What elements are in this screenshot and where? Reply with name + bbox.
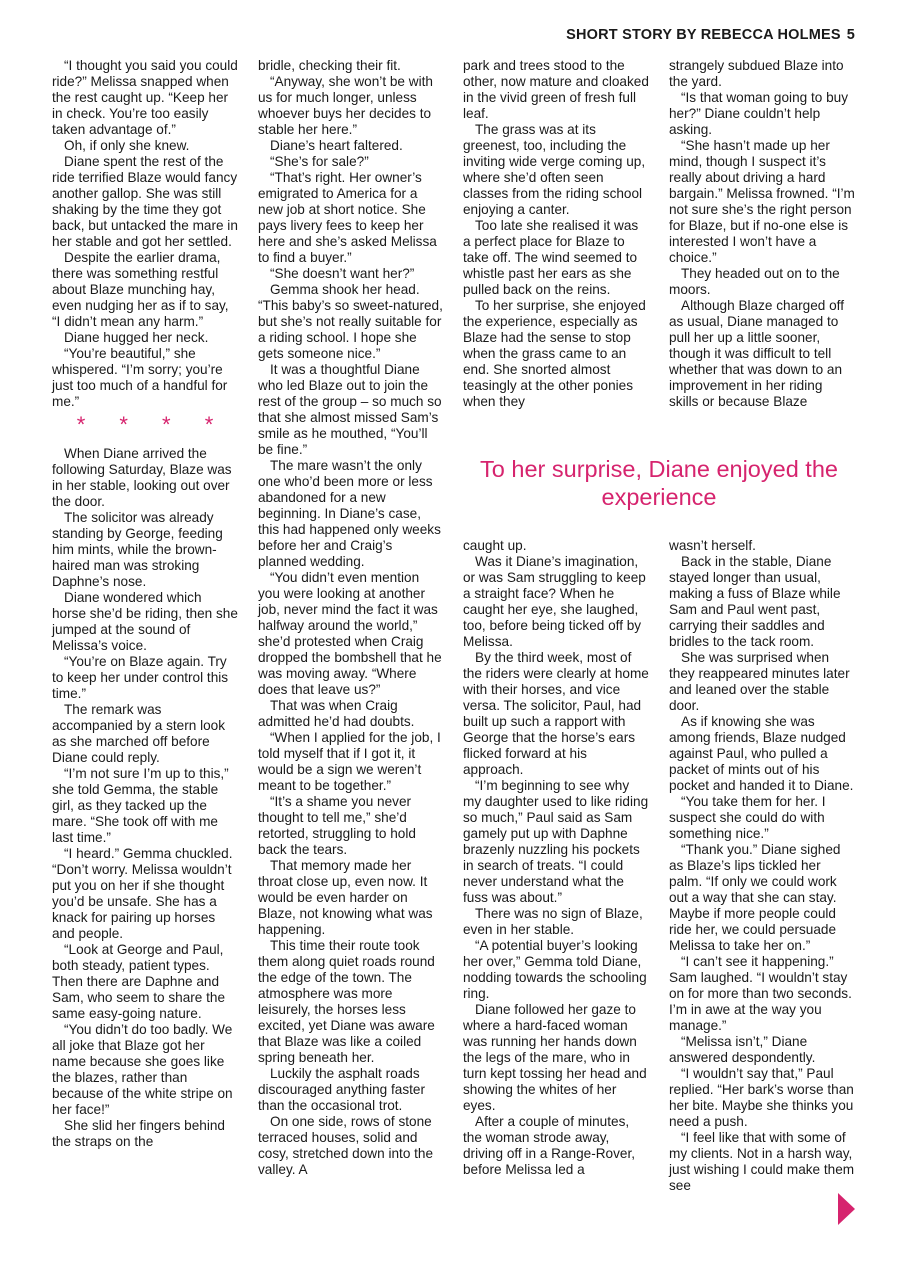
paragraph: The mare wasn’t the only one who’d been more or less abandoned for a new beginning. In Diane’s case, this had happened only weeks before her and Craig’s planned wedding. (258, 458, 441, 569)
paragraph: Back in the stable, Diane stayed longer than usual, making a fuss of Blaze while Sam and Paul went past, carrying their saddles and bridles to the tack room. (669, 554, 841, 649)
paragraph: Too late she realised it was a perfect place for Blaze to take off. The wind seemed to whistle past her ears as she pulled back on the reins. (463, 218, 639, 297)
paragraph: By the third week, most of the riders were clearly at home with their horses, and vice versa. The solicitor, Paul, had built up such a rapport with George that the horse’s ears flicked forward at his approach. (463, 650, 649, 777)
paragraph: “It’s a shame you never thought to tell me,” she’d retorted, struggling to hold back the tears. (258, 794, 416, 857)
paragraph: “I heard.” Gemma chuckled. “Don’t worry. Melissa wouldn’t put you on her if she thought you’d be unsafe. She has a knack for pairing up horses and people. (52, 846, 233, 941)
header-title: SHORT STORY BY REBECCA HOLMES (566, 27, 841, 43)
col1-part-b (52, 446, 238, 1150)
paragraph: Diane wondered which horse she’d be riding, then she jumped at the sound of Melissa’s voice. (52, 590, 238, 653)
page-number: 5 (846, 27, 855, 43)
paragraph: wasn’t herself. (669, 538, 756, 553)
paragraph: “You’re beautiful,” she whispered. “I’m sorry; you’re just too much of a handful for me.” (52, 346, 228, 409)
paragraph: She was surprised when they reappeared minutes later and leaned over the stable door. (669, 650, 850, 713)
paragraph: Although Blaze charged off as usual, Diane managed to pull her up a little sooner, though it was difficult to tell whether that was down to an improvement in her riding skills or because Blaze (669, 298, 844, 409)
paragraph: Despite the earlier drama, there was something restful about Blaze munching hay, even nudging her as if to say, “I didn’t mean any harm.” (52, 250, 229, 329)
column-3-bottom (463, 538, 649, 1178)
paragraph: Oh, if only she knew. (64, 138, 190, 153)
paragraph: “You didn’t do too badly. We all joke that Blaze got her name because she goes like the blazes, rather than because of the white stripe on her face!” (52, 1022, 233, 1117)
scene-separator: * * * * (76, 412, 228, 437)
paragraph: Diane spent the rest of the ride terrified Blaze would fancy another gallop. She was still shaking by the time they got back, but untacked the mare in her stable and got her settled. (52, 154, 238, 249)
column-4-bottom (669, 538, 855, 1194)
paragraph: That was when Craig admitted he’d had doubts. (258, 698, 415, 729)
paragraph: “She hasn’t made up her mind, though I suspect it’s really about driving a hard bargain.” Melissa frowned. “I’m not sure she’s the right person for Blaze, but if no-one else is interested I won’t have a choice.” (669, 138, 855, 265)
column-2 (258, 58, 444, 1178)
paragraph: bridle, checking their fit. (258, 58, 401, 73)
paragraph: “I wouldn’t say that,” Paul replied. “Her bark’s worse than her bite. Maybe she thinks you need a push. (669, 1066, 854, 1129)
paragraph: “You take them for her. I suspect she could do with something nice.” (669, 794, 826, 841)
paragraph: It was a thoughtful Diane who led Blaze out to join the rest of the group – so much so that she almost missed Sam’s smile as he mouthed, “You’ll be fine.” (258, 362, 442, 457)
paragraph: Luckily the asphalt roads discouraged anything faster than the occasional trot. (258, 1066, 426, 1113)
paragraph: “Is that woman going to buy her?” Diane couldn’t help asking. (669, 90, 848, 137)
paragraph: Diane’s heart faltered. (270, 138, 403, 153)
paragraph: To her surprise, she enjoyed the experience, especially as Blaze had the sense to stop when the grass came to an end. She snorted almost teasingly at the other ponies when they (463, 298, 646, 409)
column-4-top (669, 58, 855, 410)
page-header (566, 27, 855, 43)
paragraph: “Thank you.” Diane sighed as Blaze’s lips tickled her palm. “If only we could work out a way that she can stay. Maybe if more people could ride her, we could persuade Melissa to take her on.” (669, 842, 841, 953)
paragraph: “Melissa isn’t,” Diane answered despondently. (669, 1034, 816, 1065)
paragraph: “I’m beginning to see why my daughter used to like riding so much,” Paul said as Sam gamely put up with Daphne brazenly nuzzling his pockets in search of treats. “I could never understand what the fuss was about.” (463, 778, 649, 905)
paragraph: On one side, rows of stone terraced houses, solid and cosy, stretched down into the valley. A (258, 1114, 434, 1177)
paragraph: park and trees stood to the other, now mature and cloaked in the vivid green of fresh full leaf. (463, 58, 649, 121)
paragraph: “Anyway, she won’t be with us for much longer, unless whoever buys her decides to stable her here.” (258, 74, 433, 137)
col1-part-a (52, 58, 238, 410)
paragraph: strangely subdued Blaze into the yard. (669, 58, 844, 89)
paragraph: caught up. (463, 538, 527, 553)
paragraph: “A potential buyer’s looking her over,” Gemma told Diane, nodding towards the schooling ring. (463, 938, 647, 1001)
paragraph: After a couple of minutes, the woman strode away, driving off in a Range-Rover, before Melissa led a (463, 1114, 636, 1177)
paragraph: They headed out on to the moors. (669, 266, 840, 297)
pull-quote: To her surprise, Diane enjoyed the experience (480, 456, 838, 510)
paragraph: This time their route took them along quiet roads round the edge of the town. The atmosphere was more leisurely, the horses less excited, yet Diane was aware that Blaze was like a coiled spring beneath her. (258, 938, 435, 1065)
paragraph: “That’s right. Her owner’s emigrated to America for a new job at short notice. She pays livery fees to keep her here and she’s asked Melissa to find a buyer.” (258, 170, 437, 265)
paragraph: “I thought you said you could ride?” Melissa snapped when the rest caught up. “Keep her in check. You’re too easily taken advantage of.” (52, 58, 238, 137)
paragraph: “I can’t see it happening.” Sam laughed. “I wouldn’t stay on for more than two seconds. I’m in awe at the way you manage.” (669, 954, 852, 1033)
paragraph: She slid her fingers behind the straps on the (52, 1118, 225, 1149)
column-1 (52, 58, 238, 1150)
paragraph: “You didn’t even mention you were looking at another job, never mind the fact it was halfway around the world,” she’d protested when Craig dropped the bombshell that he was moving away. “Where does that leave us?” (258, 570, 442, 697)
paragraph: “She’s for sale?” (270, 154, 369, 169)
paragraph: The grass was at its greenest, too, including the inviting wide verge coming up, where she’d often seen classes from the riding school enjoying a canter. (463, 122, 646, 217)
paragraph: The solicitor was already standing by George, feeding him mints, while the brown-haired man was stroking Daphne’s nose. (52, 510, 223, 589)
paragraph: The remark was accompanied by a stern look as she marched off before Diane could reply. (52, 702, 226, 765)
paragraph: Diane followed her gaze to where a hard-faced woman was running her hands down the legs of the mare, who in turn kept tossing her head and showing the whites of her eyes. (463, 1002, 647, 1113)
paragraph: “Look at George and Paul, both steady, patient types. Then there are Daphne and Sam, who seem to share the same easy-going nature. (52, 942, 226, 1021)
paragraph: “You’re on Blaze again. Try to keep her under control this time.” (52, 654, 229, 701)
paragraph: Diane hugged her neck. (64, 330, 209, 345)
paragraph: “When I applied for the job, I told myself that if I got it, it would be a sign we weren’t meant to be together.” (258, 730, 441, 793)
paragraph: “I feel like that with some of my clients. Not in a harsh way, just wishing I could make them see (669, 1130, 855, 1193)
paragraph: When Diane arrived the following Saturday, Blaze was in her stable, looking out over the door. (52, 446, 232, 509)
paragraph: Was it Diane’s imagination, or was Sam struggling to keep a straight face? When he caught her eye, she laughed, too, before being ticked off by Melissa. (463, 554, 646, 649)
paragraph: “I’m not sure I’m up to this,” she told Gemma, the stable girl, as they tacked up the mare. “She took off with me last time.” (52, 766, 229, 845)
paragraph: “She doesn’t want her?” (270, 266, 415, 281)
paragraph: Gemma shook her head. “This baby’s so sweet-natured, but she’s not really suitable for a riding school. I hope she gets someone nice.” (258, 282, 443, 361)
paragraph: That memory made her throat close up, even now. It would be even harder on Blaze, not knowing what was happening. (258, 858, 433, 937)
continue-arrow-icon (838, 1193, 855, 1225)
paragraph: As if knowing she was among friends, Blaze nudged against Paul, who pulled a packet of mints out of his pocket and handed it to Diane. (669, 714, 854, 793)
paragraph: There was no sign of Blaze, even in her stable. (463, 906, 643, 937)
column-3-top (463, 58, 649, 410)
